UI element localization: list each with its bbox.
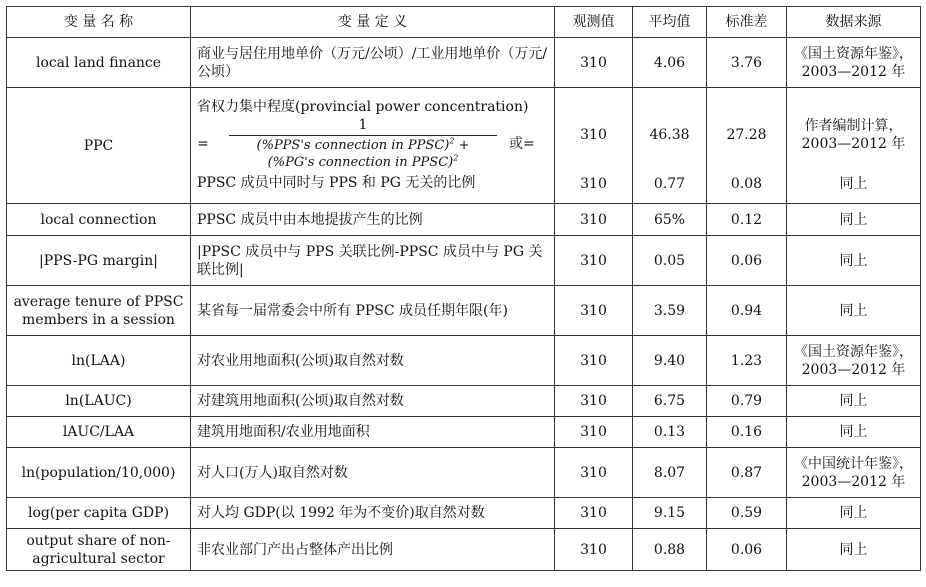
std-dev: 0.06 [707, 529, 787, 571]
den1-exponent: 2 [449, 136, 455, 146]
variable-name: average tenure of PPSC members in a session [7, 286, 191, 336]
observations [555, 88, 633, 204]
variable-name: local connection [7, 204, 191, 236]
observations: 310 [555, 286, 633, 336]
fraction-bar [229, 135, 497, 136]
ppc-formula [197, 116, 548, 172]
variable-definition: 对人均 GDP(以 1992 年为不变价)取自然对数 [191, 498, 555, 529]
std-dev: 0.06 [707, 236, 787, 286]
data-source: 《国土资源年鉴》，2003—2012 年 [787, 336, 921, 386]
src-1: 作者编制计算，2003—2012 年 [801, 117, 906, 152]
table-row [7, 386, 921, 417]
mean-value: 6.75 [633, 386, 707, 417]
data-source: 同上 [787, 498, 921, 529]
sd-2: 0.08 [730, 175, 763, 192]
mean-value: 0.13 [633, 417, 707, 448]
formula-denominator-2 [268, 154, 459, 171]
formula-fraction [225, 116, 501, 171]
variable-name: log(per capita GDP) [7, 498, 191, 529]
mean-value: 0.05 [633, 236, 707, 286]
variable-definition: 非农业部门产出占整体产出比例 [191, 529, 555, 571]
std-dev: 0.79 [707, 386, 787, 417]
variable-name: ln(LAUC) [7, 386, 191, 417]
table-row-ppc [7, 88, 921, 204]
std-dev: 0.16 [707, 417, 787, 448]
sd-1: 27.28 [726, 126, 767, 143]
variable-name: lAUC/LAA [7, 417, 191, 448]
ppc-definition-2: PPSC 成员中同时与 PPS 和 PG 无关的比例 [197, 174, 476, 191]
variable-name: output share of non-agricultural sector [7, 529, 191, 571]
data-source: 同上 [787, 529, 921, 571]
data-source: 同上 [787, 286, 921, 336]
observations: 310 [555, 204, 633, 236]
variable-definition: |PPSC 成员中与 PPS 关联比例-PPSC 成员中与 PG 关联比例| [191, 236, 555, 286]
formula-or: 或= [509, 135, 535, 152]
variable-definition: 建筑用地面积/农业用地面积 [191, 417, 555, 448]
formula-equals: = [197, 135, 209, 152]
formula-plus: + [458, 138, 470, 153]
std-dev: 3.76 [707, 38, 787, 88]
variable-name: ln(LAA) [7, 336, 191, 386]
std-dev: 0.12 [707, 204, 787, 236]
header-observations: 观测值 [555, 7, 633, 38]
mean-value: 3.59 [633, 286, 707, 336]
mean-1: 46.38 [649, 126, 690, 143]
table-row [7, 417, 921, 448]
table-row [7, 204, 921, 236]
variable-definition: 商业与居住用地单价（万元/公顷）/工业用地单价（万元/公顷） [191, 38, 555, 88]
observations: 310 [555, 336, 633, 386]
variable-definition: PPSC 成员中由本地提拔产生的比例 [191, 204, 555, 236]
variable-definition: 对农业用地面积(公顷)取自然对数 [191, 336, 555, 386]
variable-definition: 对建筑用地面积(公顷)取自然对数 [191, 386, 555, 417]
table-row [7, 286, 921, 336]
data-source: 《国土资源年鉴》，2003—2012 年 [787, 38, 921, 88]
observations: 310 [555, 38, 633, 88]
observations: 310 [555, 417, 633, 448]
header-mean: 平均值 [633, 7, 707, 38]
variable-definition: 某省每一届常委会中所有 PPSC 成员任期年限(年) [191, 286, 555, 336]
mean-value: 0.88 [633, 529, 707, 571]
variable-definition: 对人口(万人)取自然对数 [191, 448, 555, 498]
std-dev: 1.23 [707, 336, 787, 386]
ppc-definition-title: 省权力集中程度(provincial power concentration) [197, 98, 529, 115]
header-row [7, 7, 921, 38]
formula-numerator: 1 [358, 117, 368, 133]
formula-denominator-1 [257, 137, 470, 154]
header-std-dev: 标准差 [707, 7, 787, 38]
table-row [7, 448, 921, 498]
den2-text: (%PG's connection in PPSC) [267, 155, 454, 170]
mean-value [633, 88, 707, 204]
mean-value: 9.40 [633, 336, 707, 386]
mean-value: 9.15 [633, 498, 707, 529]
table-row [7, 529, 921, 571]
src-2: 同上 [839, 175, 868, 192]
data-source: 同上 [787, 417, 921, 448]
data-source: 《中国统计年鉴》，2003—2012 年 [787, 448, 921, 498]
table-row [7, 498, 921, 529]
mean-value: 65% [633, 204, 707, 236]
observations: 310 [555, 386, 633, 417]
observations: 310 [555, 448, 633, 498]
ppc-definition [191, 88, 555, 204]
data-source [787, 88, 921, 204]
std-dev: 0.94 [707, 286, 787, 336]
mean-value: 4.06 [633, 38, 707, 88]
std-dev: 0.59 [707, 498, 787, 529]
den1-text: (%PPS's connection in PPSC) [256, 138, 450, 153]
data-source: 同上 [787, 204, 921, 236]
table-row [7, 38, 921, 88]
table-row [7, 236, 921, 286]
variables-table [6, 6, 921, 571]
observations: 310 [555, 236, 633, 286]
data-source: 同上 [787, 236, 921, 286]
header-variable-definition: 变 量 定 义 [191, 7, 555, 38]
table-row [7, 336, 921, 386]
std-dev [707, 88, 787, 204]
obs-2: 310 [580, 175, 607, 192]
variable-name: local land finance [7, 38, 191, 88]
den2-exponent: 2 [453, 153, 459, 163]
obs-1: 310 [580, 126, 607, 143]
data-source: 同上 [787, 386, 921, 417]
variable-name: |PPS-PG margin| [7, 236, 191, 286]
header-data-source: 数据来源 [787, 7, 921, 38]
observations: 310 [555, 498, 633, 529]
header-variable-name: 变 量 名 称 [7, 7, 191, 38]
variable-name: ln(population/10,000) [7, 448, 191, 498]
mean-2: 0.77 [653, 175, 686, 192]
std-dev: 0.87 [707, 448, 787, 498]
mean-value: 8.07 [633, 448, 707, 498]
observations: 310 [555, 529, 633, 571]
variable-name: PPC [7, 88, 191, 204]
